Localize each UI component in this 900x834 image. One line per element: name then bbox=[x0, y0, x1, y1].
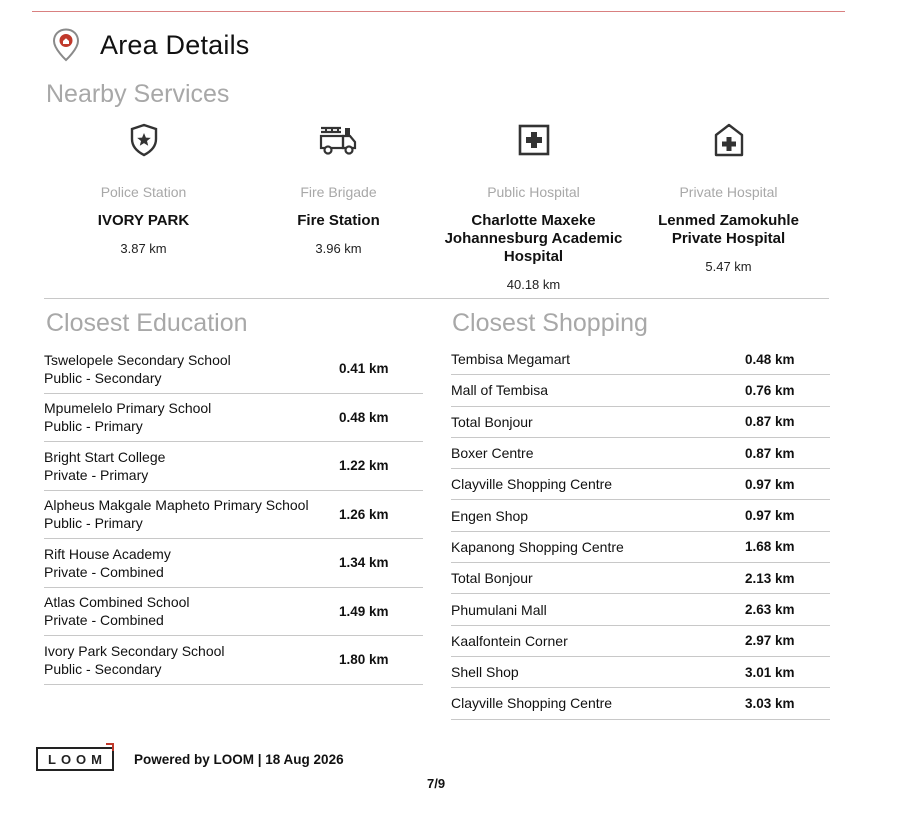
school-category: Public - Primary bbox=[44, 418, 143, 435]
service-police bbox=[46, 120, 241, 296]
page-header bbox=[52, 28, 249, 62]
page-title: Area Details bbox=[100, 29, 250, 60]
school-name: Ivory Park Secondary School bbox=[44, 642, 225, 659]
shop-distance: 0.97 km bbox=[745, 508, 795, 524]
school-category: Public - Secondary bbox=[44, 369, 162, 386]
shop-name: Mall of Tembisa bbox=[451, 382, 549, 399]
shop-name: Total Bonjour bbox=[451, 413, 533, 430]
service-distance: 3.87 km bbox=[120, 241, 167, 256]
shop-name: Engen Shop bbox=[451, 507, 529, 524]
closest-shopping-title: Closest Shopping bbox=[452, 309, 648, 337]
list-item bbox=[44, 394, 423, 443]
shop-distance: 3.03 km bbox=[745, 695, 795, 711]
service-distance: 3.96 km bbox=[315, 241, 362, 256]
list-item bbox=[451, 688, 830, 719]
service-name: Charlotte Maxeke Johannesburg Academic Hospital bbox=[444, 212, 623, 265]
school-name: Alpheus Makgale Mapheto Primary School bbox=[44, 497, 309, 514]
school-category: Private - Combined bbox=[44, 563, 164, 580]
school-category: Public - Secondary bbox=[44, 660, 162, 677]
service-fire bbox=[241, 120, 436, 296]
hospital-cross-icon bbox=[516, 122, 552, 158]
shop-distance: 0.97 km bbox=[745, 476, 795, 492]
list-item bbox=[451, 469, 830, 500]
service-private-hospital bbox=[631, 120, 826, 296]
school-distance: 1.22 km bbox=[339, 458, 389, 474]
list-item bbox=[44, 345, 423, 394]
shopping-list bbox=[451, 344, 830, 720]
list-item bbox=[44, 442, 423, 491]
shop-name: Clayville Shopping Centre bbox=[451, 476, 613, 493]
page-number: 7/9 bbox=[427, 776, 446, 791]
shop-distance: 2.13 km bbox=[745, 570, 795, 586]
shop-name: Boxer Centre bbox=[451, 445, 534, 462]
logo-text: LOOM bbox=[48, 751, 107, 767]
shop-name: Clayville Shopping Centre bbox=[451, 695, 613, 712]
service-type: Fire Brigade bbox=[300, 184, 377, 200]
service-distance: 5.47 km bbox=[705, 259, 752, 274]
list-item bbox=[451, 532, 830, 563]
school-distance: 0.41 km bbox=[339, 361, 389, 377]
top-rule bbox=[32, 11, 845, 12]
list-item bbox=[451, 626, 830, 657]
section-divider bbox=[44, 298, 829, 299]
list-item bbox=[44, 539, 423, 588]
education-list bbox=[44, 345, 423, 685]
nearby-services-title: Nearby Services bbox=[46, 80, 230, 108]
school-name: Mpumelelo Primary School bbox=[44, 400, 212, 417]
shop-distance: 0.48 km bbox=[745, 351, 795, 367]
school-name: Rift House Academy bbox=[44, 545, 171, 562]
nearby-services bbox=[46, 120, 826, 296]
police-badge-icon bbox=[126, 122, 162, 158]
service-type: Police Station bbox=[100, 184, 187, 200]
shop-name: Total Bonjour bbox=[451, 570, 533, 587]
school-distance: 0.48 km bbox=[339, 409, 389, 425]
list-item bbox=[451, 594, 830, 625]
school-name: Atlas Combined School bbox=[44, 594, 190, 611]
powered-by-text: Powered by LOOM | 18 Aug 2026 bbox=[134, 751, 344, 767]
shop-distance: 2.63 km bbox=[745, 602, 795, 618]
list-item bbox=[451, 344, 830, 375]
list-item bbox=[451, 438, 830, 469]
shop-distance: 0.87 km bbox=[745, 445, 795, 461]
shop-distance: 2.97 km bbox=[745, 633, 795, 649]
school-name: Bright Start College bbox=[44, 448, 166, 465]
list-item bbox=[44, 588, 423, 637]
list-item bbox=[451, 375, 830, 406]
private-hospital-icon bbox=[711, 122, 747, 158]
shop-distance: 3.01 km bbox=[745, 664, 795, 680]
shop-distance: 0.76 km bbox=[745, 382, 795, 398]
list-item bbox=[44, 636, 423, 685]
school-category: Private - Combined bbox=[44, 612, 164, 629]
shop-name: Phumulani Mall bbox=[451, 601, 547, 618]
list-item bbox=[44, 491, 423, 540]
service-type: Private Hospital bbox=[679, 184, 778, 200]
service-name: Fire Station bbox=[297, 212, 380, 229]
school-distance: 1.49 km bbox=[339, 603, 389, 619]
shop-name: Tembisa Megamart bbox=[451, 351, 571, 368]
shop-name: Kapanong Shopping Centre bbox=[451, 538, 624, 555]
school-name: Tswelopele Secondary School bbox=[44, 351, 231, 368]
list-item bbox=[451, 657, 830, 688]
list-item bbox=[451, 563, 830, 594]
closest-education-title: Closest Education bbox=[46, 309, 248, 337]
list-item bbox=[451, 407, 830, 438]
logo-accent-icon bbox=[106, 743, 114, 751]
service-type: Public Hospital bbox=[487, 184, 580, 200]
school-category: Private - Primary bbox=[44, 466, 149, 483]
school-distance: 1.26 km bbox=[339, 506, 389, 522]
shop-distance: 0.87 km bbox=[745, 414, 795, 430]
school-distance: 1.80 km bbox=[339, 652, 389, 668]
fire-truck-icon bbox=[319, 122, 359, 158]
page-footer bbox=[36, 747, 344, 771]
list-item bbox=[451, 500, 830, 531]
loom-logo bbox=[36, 747, 114, 771]
shop-name: Shell Shop bbox=[451, 664, 519, 681]
school-distance: 1.34 km bbox=[339, 555, 389, 571]
shop-name: Kaalfontein Corner bbox=[451, 632, 568, 649]
service-name: Lenmed Zamokuhle Private Hospital bbox=[658, 212, 799, 247]
shop-distance: 1.68 km bbox=[745, 539, 795, 555]
service-public-hospital bbox=[436, 120, 631, 296]
service-distance: 40.18 km bbox=[506, 277, 561, 292]
school-category: Public - Primary bbox=[44, 515, 143, 532]
service-name: IVORY PARK bbox=[97, 212, 190, 229]
map-pin-icon bbox=[52, 28, 80, 62]
